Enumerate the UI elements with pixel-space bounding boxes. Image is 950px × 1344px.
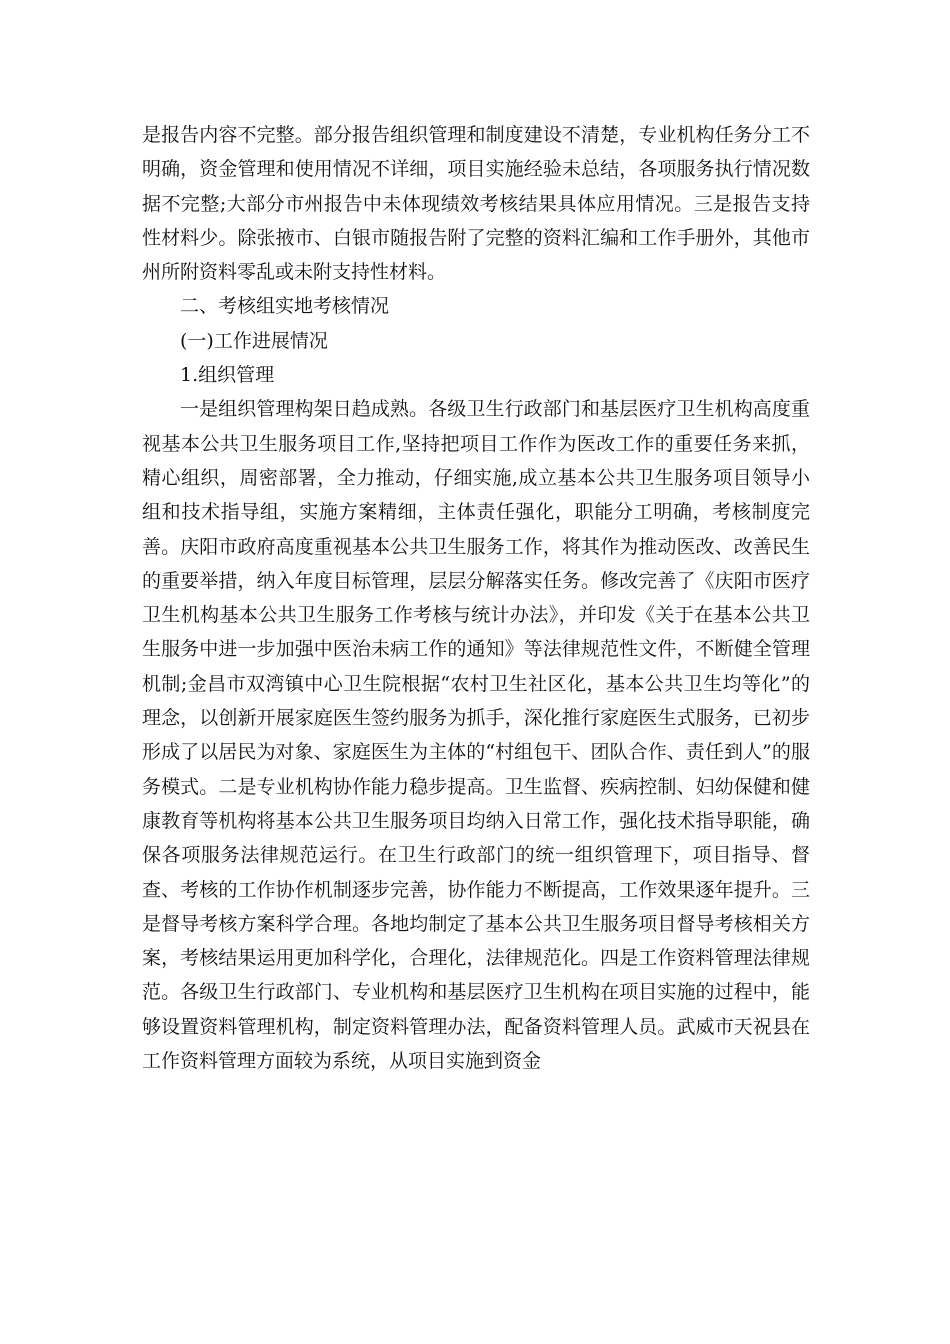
section-heading: 二、考核组实地考核情况 <box>180 295 390 318</box>
body-paragraph: 一是组织管理构架日趋成熟。各级卫生行政部门和基层医疗卫生机构高度重视基本公共卫生服务项目工作,坚持把项目工作作为医改工作的重要任务来抓，精心组织，周密部署，全力推动，仔细实施,成立基本公共卫生服务项目领导小组和技术指导组，实施方案精细，主体责任强化，职能分工明确，考核制度完善。庆阳市政府高度重视基本公共卫生服务工作，将其作为推动医改、改善民生的重要举措，纳入年度目标管理，层层分解落实任务。修改完善了《庆阳市医疗卫生机构基本公共卫生服务工作考核与统计办法》，并印发《关于在基本公共卫生服务中进一步加强中医治未病工作的通知》等法律规范性文件，不断健全管理机制;金昌市双湾镇中心卫生院根据“农村卫生社区化，基本公共卫生均等化”的理念，以创新开展家庭医生签约服务为抓手，深化推行家庭医生式服务，已初步形成了以居民为对象、家庭医生为主体的“村组包干、团队合作、责任到人”的服务模式。二是专业机构协作能力稳步提高。卫生监督、疾病控制、妇幼保健和健康教育等机构将基本公共卫生服务项目均纳入日常工作，强化技术指导职能，确保各项服务法律规范运行。在卫生行政部门的统一组织管理下，项目指导、督查、考核的工作协作机制逐步完善，协作能力不断提高，工作效果逐年提升。三是督导考核方案科学合理。各地均制定了基本公共卫生服务项目督导考核相关方案，考核结果运用更加科学化，合理化，法律规范化。四是工作资料管理法律规范。各级卫生行政部门、专业机构和基层医疗卫生机构在项目实施的过程中，能够设置资料管理机构，制定资料管理办法，配备资料管理人员。武威市天祝县在工作资料管理方面较为系统，从项目实施到资金 <box>142 398 810 1073</box>
subsection-heading: (一)工作进展情况 <box>180 329 328 352</box>
item-heading: 1.组织管理 <box>180 364 275 387</box>
continuation-paragraph: 是报告内容不完整。部分报告组织管理和制度建设不清楚，专业机构任务分工不明确，资金管理和使用情况不详细，项目实施经验未总结，各项服务执行情况数据不完整;大部分市州报告中未体现绩效考核结果具体应用情况。三是报告支持性材料少。除张掖市、白银市随报告附了完整的资料汇编和工作手册外，其他市州所附资料零乱或未附支持性材料。 <box>142 124 810 284</box>
document-page <box>142 118 810 1078</box>
